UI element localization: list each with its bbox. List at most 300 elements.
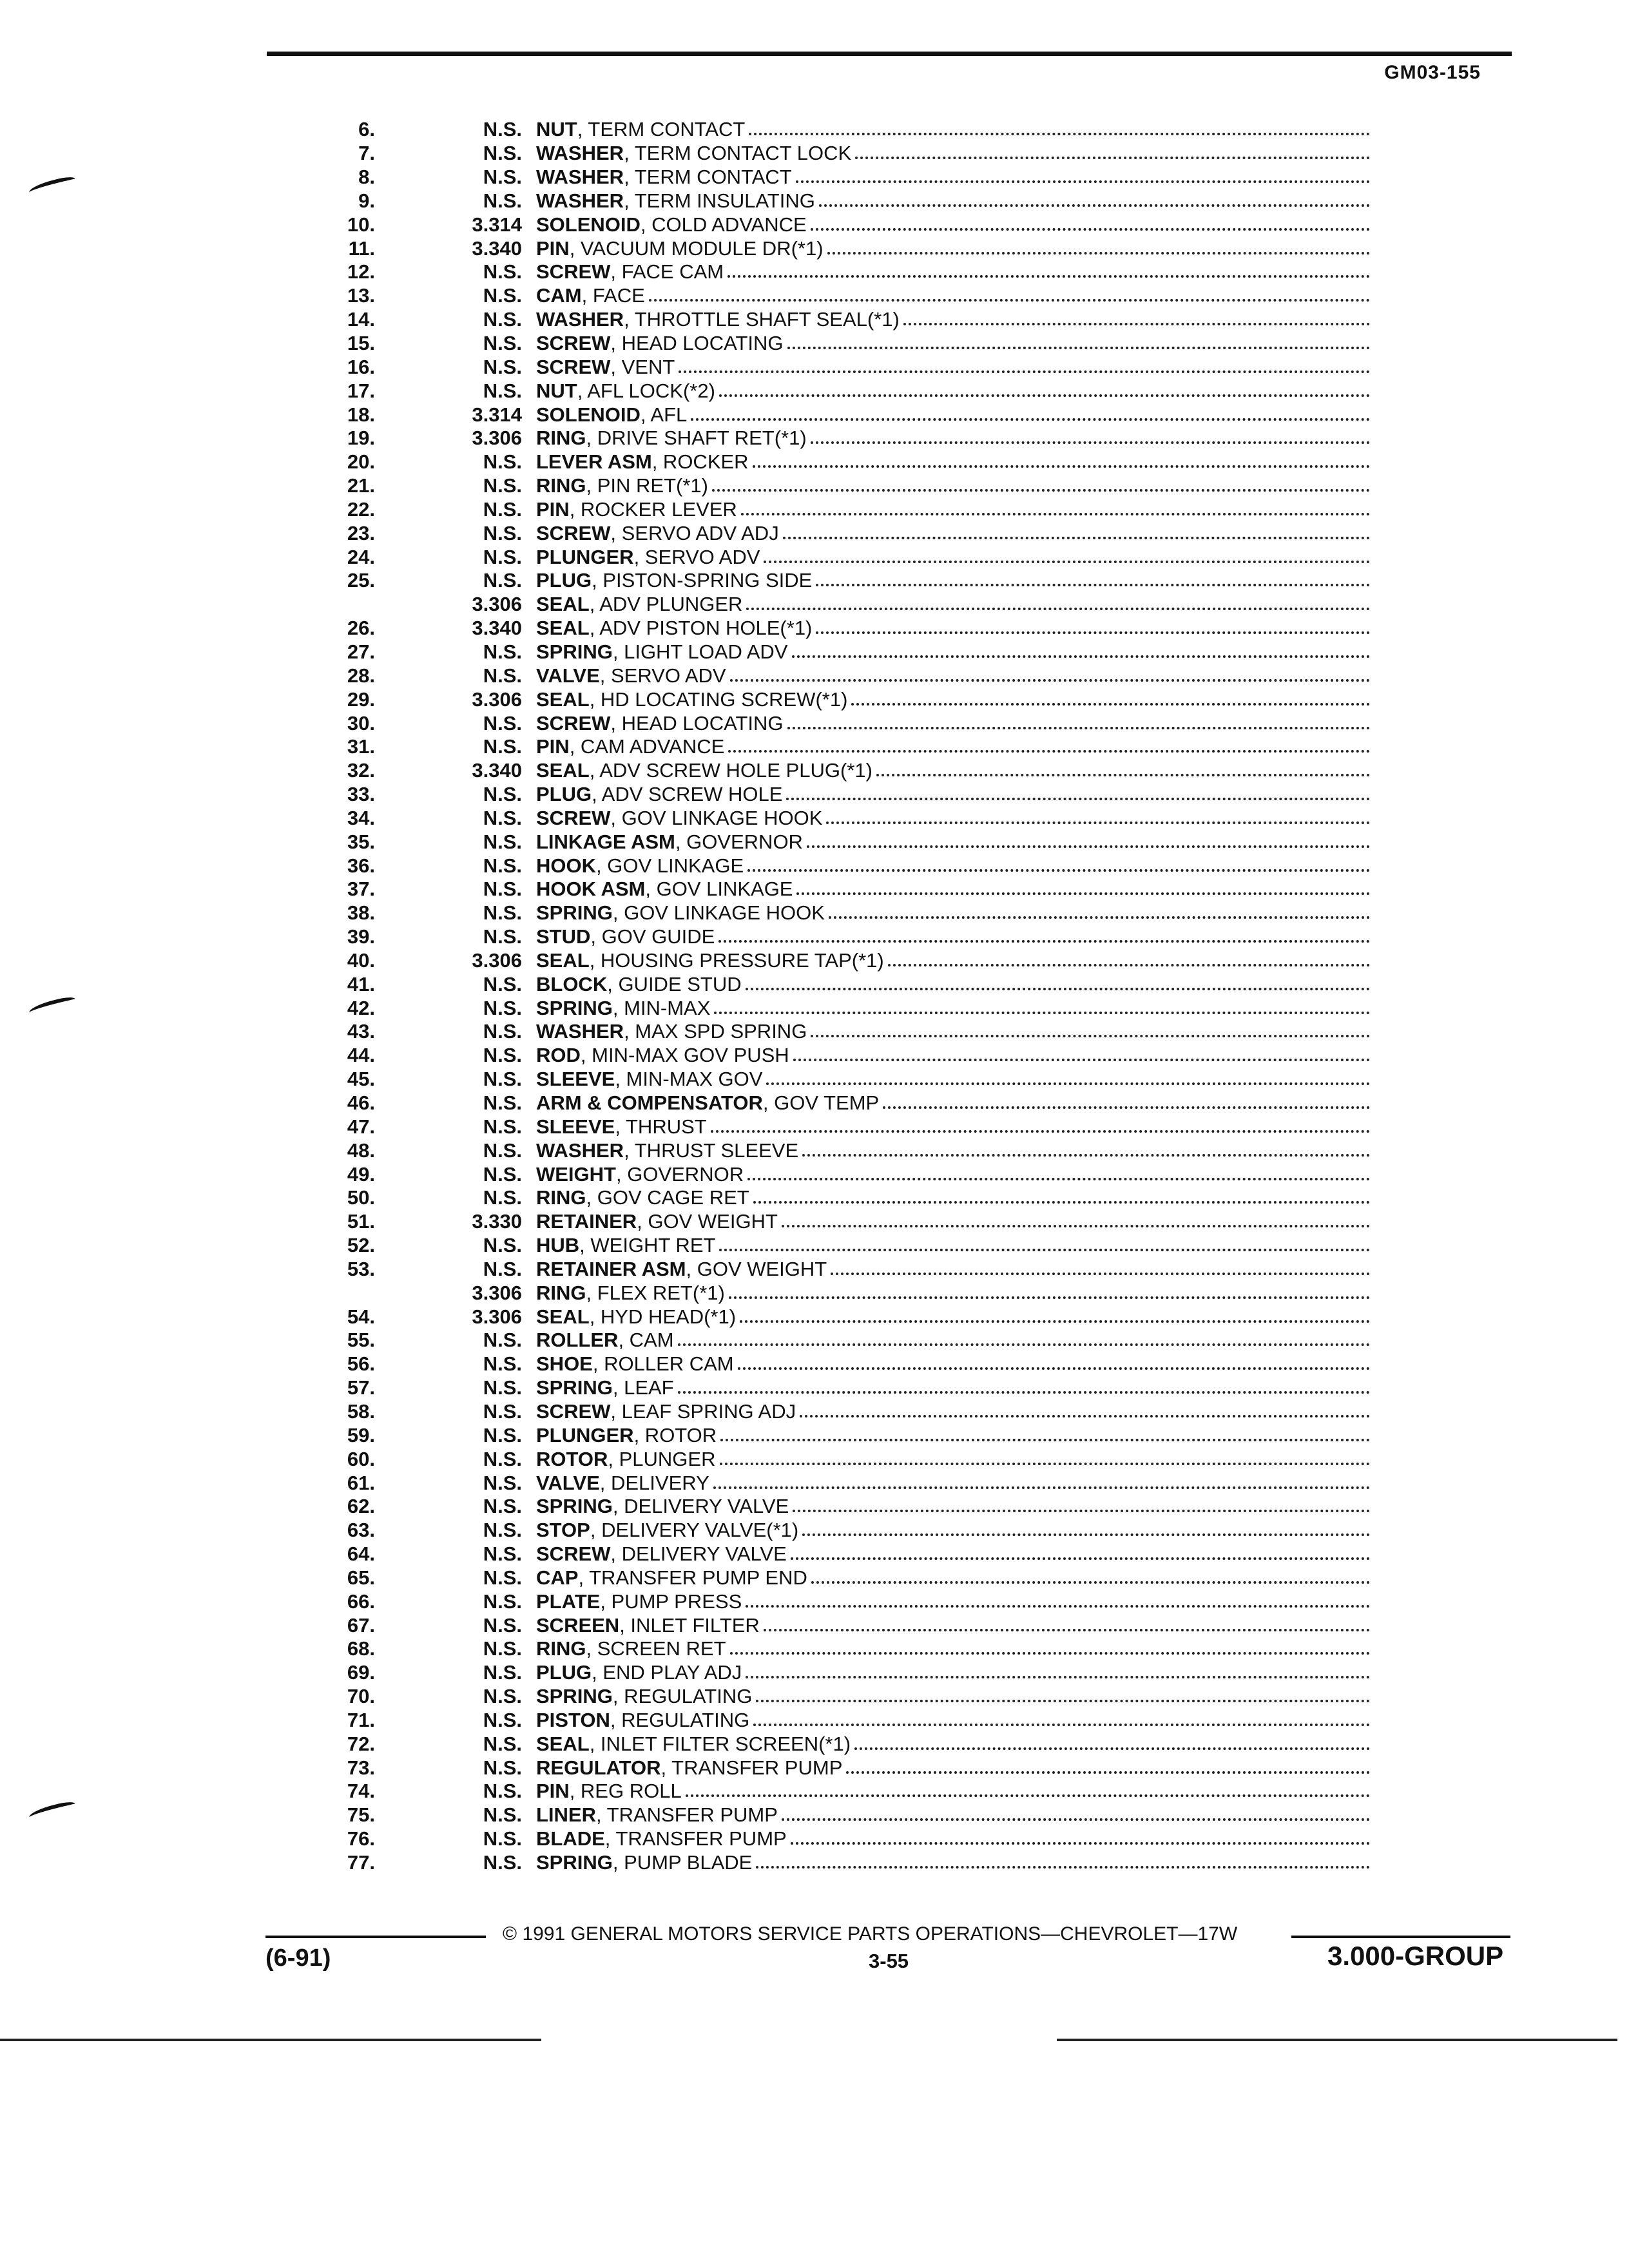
part-description: , ADV SCREW HOLE <box>592 783 783 806</box>
part-name: ARM & COMPENSATOR <box>536 1091 763 1115</box>
dot-leader <box>807 836 1370 848</box>
part-name: SEAL <box>536 593 590 616</box>
part-row <box>322 450 1373 474</box>
part-row <box>322 1519 1373 1542</box>
part-name: LINKAGE ASM <box>536 830 675 853</box>
dot-leader <box>730 670 1370 682</box>
part-row <box>322 521 1373 545</box>
reference-number: N.S. <box>483 1234 522 1257</box>
part-name: STOP <box>536 1519 590 1542</box>
part-name: SCREEN <box>536 1613 620 1637</box>
part-number: 69. <box>347 1661 375 1684</box>
part-name: BLOCK <box>536 972 608 995</box>
reference-number: N.S. <box>483 901 522 925</box>
part-number: 37. <box>347 878 375 901</box>
reference-number: N.S. <box>483 711 522 735</box>
reference-number: N.S. <box>483 925 522 948</box>
reference-number: N.S. <box>483 1329 522 1352</box>
dot-leader <box>811 219 1370 231</box>
part-description: , LEAF <box>612 1376 674 1399</box>
part-name: WASHER <box>536 1020 624 1043</box>
part-number: 67. <box>347 1613 375 1637</box>
part-description: , TRANSFER PUMP <box>660 1756 843 1779</box>
part-row <box>322 1139 1373 1162</box>
reference-number: N.S. <box>483 1068 522 1091</box>
part-name: PLUNGER <box>536 545 634 568</box>
part-number: 44. <box>347 1044 375 1067</box>
reference-number: N.S. <box>483 142 522 165</box>
part-row <box>322 1566 1373 1590</box>
part-number: 72. <box>347 1732 375 1755</box>
dot-leader <box>826 812 1370 824</box>
part-name: SCREW <box>536 1399 611 1423</box>
part-description: , THRUST SLEEVE <box>624 1139 799 1162</box>
part-row <box>322 1732 1373 1756</box>
part-name: SCREW <box>536 711 611 735</box>
part-name: ROTOR <box>536 1447 608 1470</box>
part-description: , TRANSFER PUMP <box>596 1803 778 1827</box>
reference-number: N.S. <box>483 1139 522 1162</box>
part-name: CAP <box>536 1566 579 1589</box>
part-number: 59. <box>347 1423 375 1446</box>
part-name: WASHER <box>536 189 624 212</box>
dot-leader <box>793 1050 1370 1061</box>
reference-number: N.S. <box>483 1519 522 1542</box>
reference-number: N.S. <box>483 1851 522 1874</box>
dot-leader <box>791 1833 1370 1845</box>
part-name: SEAL <box>536 759 590 782</box>
part-number: 74. <box>347 1780 375 1803</box>
part-row <box>322 664 1373 687</box>
part-description: , PUMP BLADE <box>612 1851 753 1874</box>
part-number: 58. <box>347 1399 375 1423</box>
part-description: , HD LOCATING SCREW(*1) <box>589 687 848 711</box>
part-row <box>322 1210 1373 1234</box>
dot-leader <box>753 1715 1370 1726</box>
part-row <box>322 878 1373 901</box>
part-row <box>322 1234 1373 1258</box>
dot-leader <box>719 385 1370 397</box>
dot-leader <box>711 1121 1370 1133</box>
dot-leader <box>802 1145 1370 1157</box>
part-number: 65. <box>347 1566 375 1589</box>
reference-number: N.S. <box>483 1542 522 1566</box>
part-name: WASHER <box>536 1139 624 1162</box>
part-row <box>322 189 1373 213</box>
part-description: , THRUST <box>615 1115 707 1138</box>
part-name: PLATE <box>536 1590 601 1613</box>
reference-number: 3.330 <box>472 1210 522 1233</box>
part-name: PLUG <box>536 783 592 806</box>
part-name: WEIGHT <box>536 1162 616 1186</box>
part-row <box>322 1542 1373 1566</box>
reference-number: N.S. <box>483 1162 522 1186</box>
part-description: , DELIVERY VALVE(*1) <box>590 1519 799 1542</box>
part-number: 54. <box>347 1305 375 1328</box>
part-number: 60. <box>347 1447 375 1470</box>
part-description: , HOUSING PRESSURE TAP(*1) <box>589 948 884 972</box>
reference-number: N.S. <box>483 1566 522 1589</box>
part-row <box>322 1091 1373 1115</box>
part-description: , PIN RET(*1) <box>586 474 708 497</box>
reference-number: 3.306 <box>472 427 522 450</box>
part-row <box>322 1590 1373 1613</box>
part-name: SPRING <box>536 1685 613 1708</box>
dot-leader <box>741 504 1370 515</box>
part-row <box>322 901 1373 925</box>
part-row <box>322 1780 1373 1803</box>
dot-leader <box>720 1454 1371 1465</box>
dot-leader <box>793 1501 1370 1512</box>
part-number: 18. <box>347 403 375 426</box>
part-description: , FLEX RET(*1) <box>586 1281 725 1304</box>
part-number: 53. <box>347 1257 375 1280</box>
part-row <box>322 640 1373 664</box>
reference-number: N.S. <box>483 497 522 521</box>
part-number: 31. <box>347 735 375 758</box>
reference-number: 3.306 <box>472 687 522 711</box>
part-number: 50. <box>347 1186 375 1209</box>
part-row <box>322 1044 1373 1068</box>
part-description: , GOV LINKAGE HOOK <box>612 901 825 925</box>
dot-leader <box>718 931 1370 943</box>
part-name: WASHER <box>536 142 624 165</box>
part-name: SHOE <box>536 1352 593 1376</box>
reference-number: 3.340 <box>472 759 522 782</box>
dot-leader <box>846 1762 1370 1774</box>
part-name: RING <box>536 474 586 497</box>
part-name: HUB <box>536 1234 580 1257</box>
part-number: 30. <box>347 711 375 735</box>
dot-leader <box>783 528 1370 539</box>
part-row <box>322 1281 1373 1305</box>
part-number: 64. <box>347 1542 375 1566</box>
part-number: 11. <box>348 236 375 260</box>
part-name: SPRING <box>536 640 613 663</box>
part-number: 25. <box>347 569 375 592</box>
part-row <box>322 1376 1373 1400</box>
part-name: LINER <box>536 1803 596 1827</box>
part-name: SPRING <box>536 901 613 925</box>
dot-leader <box>728 266 1370 278</box>
part-number: 12. <box>347 260 375 284</box>
part-description: , VACUUM MODULE DR(*1) <box>569 236 824 260</box>
header-rule <box>267 52 1512 56</box>
part-description: , ADV PISTON HOLE(*1) <box>589 617 813 640</box>
dot-leader <box>766 1073 1370 1085</box>
part-description: , ROTOR <box>633 1423 717 1446</box>
part-number: 19. <box>347 427 375 450</box>
part-number: 34. <box>347 806 375 829</box>
part-description: , DRIVE SHAFT RET(*1) <box>586 427 807 450</box>
reference-number: N.S. <box>483 569 522 592</box>
reference-number: N.S. <box>483 996 522 1019</box>
reference-number: N.S. <box>483 260 522 284</box>
reference-number: 3.306 <box>472 948 522 972</box>
part-row <box>322 735 1373 759</box>
part-description: , ADV PLUNGER <box>589 593 743 616</box>
dot-leader <box>855 148 1370 159</box>
dot-leader <box>649 290 1370 302</box>
part-name: VALVE <box>536 664 600 687</box>
part-number: 17. <box>347 379 375 402</box>
part-description: , TERM INSULATING <box>624 189 815 212</box>
footer-rule-right <box>1291 1936 1510 1938</box>
part-row <box>322 403 1373 427</box>
part-row <box>322 236 1373 260</box>
bottom-rule <box>1057 2039 1617 2041</box>
part-description: , HYD HEAD(*1) <box>589 1305 737 1328</box>
part-name: PIN <box>536 236 570 260</box>
part-name: BLADE <box>536 1827 605 1850</box>
dot-leader <box>883 1097 1370 1109</box>
part-number: 29. <box>347 687 375 711</box>
dot-leader <box>730 1643 1370 1655</box>
dot-leader <box>787 338 1370 349</box>
reference-number: N.S. <box>483 878 522 901</box>
part-row <box>322 593 1373 617</box>
part-number: 13. <box>347 284 375 307</box>
part-description: , GOV LINKAGE <box>596 854 744 877</box>
dot-leader <box>827 243 1370 255</box>
part-description: , HEAD LOCATING <box>610 332 784 355</box>
part-description: , WEIGHT RET <box>579 1234 716 1257</box>
reference-number: N.S. <box>483 166 522 189</box>
part-row <box>322 474 1373 498</box>
part-name: SLEEVE <box>536 1115 615 1138</box>
part-description: , DELIVERY <box>599 1471 709 1494</box>
reference-number: N.S. <box>483 1803 522 1827</box>
reference-number: N.S. <box>483 1376 522 1399</box>
binder-hole-mark <box>28 175 77 196</box>
part-name: SLEEVE <box>536 1068 615 1091</box>
part-name: RETAINER ASM <box>536 1257 686 1280</box>
part-number: 10. <box>347 213 375 236</box>
part-number: 35. <box>347 830 375 853</box>
part-description: , GOV LINKAGE <box>645 878 793 901</box>
dot-leader <box>811 1572 1370 1584</box>
part-number: 76. <box>347 1827 375 1850</box>
part-description: , TRANSFER PUMP END <box>578 1566 807 1589</box>
part-description: , ADV SCREW HOLE PLUG(*1) <box>589 759 872 782</box>
part-description: , SERVO ADV <box>633 545 760 568</box>
reference-number: N.S. <box>483 1471 522 1494</box>
reference-number: 3.306 <box>472 1305 522 1328</box>
part-name: SPRING <box>536 996 613 1019</box>
reference-number: N.S. <box>483 1661 522 1684</box>
reference-number: N.S. <box>483 284 522 307</box>
part-row <box>322 1613 1373 1637</box>
part-row <box>322 1400 1373 1424</box>
part-name: PIN <box>536 735 570 758</box>
dot-leader <box>746 979 1370 990</box>
part-row <box>322 379 1373 403</box>
part-description: , SERVO ADV ADJ <box>610 521 779 544</box>
dot-leader <box>740 1311 1370 1323</box>
part-row <box>322 1803 1373 1827</box>
part-row <box>322 1258 1373 1282</box>
part-number: 6. <box>358 118 375 141</box>
reference-number: N.S. <box>483 450 522 474</box>
part-number: 7. <box>358 142 375 165</box>
part-number: 20. <box>347 450 375 474</box>
part-row <box>322 687 1373 711</box>
reference-number: 3.306 <box>472 593 522 616</box>
part-row <box>322 142 1373 166</box>
part-description: , PUMP PRESS <box>600 1590 742 1613</box>
part-description: , ROCKER <box>651 450 749 474</box>
part-description: , GOV TEMP <box>762 1091 880 1115</box>
part-row <box>322 972 1373 996</box>
reference-number: N.S. <box>483 1685 522 1708</box>
part-name: RING <box>536 427 586 450</box>
part-number: 47. <box>347 1115 375 1138</box>
part-description: , TERM CONTACT <box>624 166 792 189</box>
dot-leader <box>831 1264 1370 1275</box>
part-row <box>322 711 1373 735</box>
part-name: SPRING <box>536 1495 613 1518</box>
part-number: 55. <box>347 1329 375 1352</box>
dot-leader <box>796 883 1370 895</box>
dot-leader <box>746 599 1370 610</box>
part-name: SCREW <box>536 1542 611 1566</box>
reference-number: 3.340 <box>472 617 522 640</box>
reference-number: N.S. <box>483 1257 522 1280</box>
binder-hole-mark <box>28 1800 77 1821</box>
reference-number: N.S. <box>483 640 522 663</box>
part-name: SPRING <box>536 1851 613 1874</box>
part-number: 26. <box>347 617 375 640</box>
part-row <box>322 854 1373 878</box>
dot-leader <box>686 1785 1370 1797</box>
part-row <box>322 1447 1373 1471</box>
part-description: , AFL <box>640 403 688 426</box>
reference-number: N.S. <box>483 1447 522 1470</box>
part-row <box>322 1020 1373 1044</box>
reference-number: N.S. <box>483 1613 522 1637</box>
dot-leader <box>854 1738 1370 1750</box>
part-name: SCREW <box>536 332 611 355</box>
reference-number: 3.340 <box>472 236 522 260</box>
part-description: , PLUNGER <box>608 1447 716 1470</box>
reference-number: N.S. <box>483 1044 522 1067</box>
part-row <box>322 1352 1373 1376</box>
part-description: , MAX SPD SPRING <box>624 1020 807 1043</box>
dot-leader <box>738 1358 1370 1370</box>
dot-leader <box>787 718 1370 729</box>
part-number: 27. <box>347 640 375 663</box>
part-name: LEVER ASM <box>536 450 652 474</box>
dot-leader <box>756 1691 1370 1702</box>
part-description: , GOVERNOR <box>616 1162 744 1186</box>
reference-number: N.S. <box>483 664 522 687</box>
part-number: 66. <box>347 1590 375 1613</box>
part-row <box>322 427 1373 450</box>
part-description: , CAM <box>618 1329 674 1352</box>
part-description: , INLET FILTER <box>619 1613 760 1637</box>
dot-leader <box>749 124 1370 135</box>
part-description: , TERM CONTACT LOCK <box>624 142 852 165</box>
part-name: NUT <box>536 118 577 141</box>
part-row <box>322 260 1373 284</box>
part-number: 41. <box>347 972 375 995</box>
dot-leader <box>764 1620 1370 1631</box>
part-row <box>322 284 1373 308</box>
part-name: PLUG <box>536 1661 592 1684</box>
reference-number: N.S. <box>483 1780 522 1803</box>
reference-number: N.S. <box>483 854 522 877</box>
part-number: 62. <box>347 1495 375 1518</box>
part-name: SCREW <box>536 260 611 284</box>
reference-number: N.S. <box>483 1115 522 1138</box>
part-number: 49. <box>347 1162 375 1186</box>
dot-leader <box>756 1857 1370 1869</box>
part-name: WASHER <box>536 308 624 331</box>
part-name: SEAL <box>536 617 590 640</box>
dot-leader <box>679 361 1370 373</box>
bottom-rule <box>0 2039 541 2041</box>
part-number: 42. <box>347 996 375 1019</box>
part-number: 48. <box>347 1139 375 1162</box>
reference-number: N.S. <box>483 1091 522 1115</box>
part-row <box>322 1637 1373 1661</box>
part-name: PISTON <box>536 1708 610 1731</box>
part-name: SEAL <box>536 948 590 972</box>
part-row <box>322 783 1373 807</box>
reference-number: N.S. <box>483 1732 522 1755</box>
part-description: , VENT <box>610 355 675 378</box>
copyright-notice: © 1991 GENERAL MOTORS SERVICE PARTS OPERATIONS—CHEVROLET—17W <box>503 1923 1238 1945</box>
part-row <box>322 569 1373 593</box>
dot-leader <box>791 1548 1370 1560</box>
part-name: PIN <box>536 497 570 521</box>
part-number: 75. <box>347 1803 375 1827</box>
part-row <box>322 1685 1373 1709</box>
part-row <box>322 308 1373 332</box>
part-description: , INLET FILTER SCREEN(*1) <box>589 1732 851 1755</box>
part-name: STUD <box>536 925 591 948</box>
part-number: 38. <box>347 901 375 925</box>
part-number: 28. <box>347 664 375 687</box>
part-description: , REGULATING <box>610 1708 750 1731</box>
part-description: , GOV GUIDE <box>590 925 715 948</box>
dot-leader <box>764 552 1370 563</box>
part-name: REGULATOR <box>536 1756 661 1779</box>
dot-leader <box>829 907 1370 919</box>
part-name: SCREW <box>536 806 611 829</box>
part-description: , AFL LOCK(*2) <box>577 379 715 402</box>
dot-leader <box>819 195 1370 207</box>
part-row <box>322 1162 1373 1186</box>
part-number: 36. <box>347 854 375 877</box>
part-row <box>322 355 1373 379</box>
part-row <box>322 1471 1373 1495</box>
part-number: 61. <box>347 1471 375 1494</box>
reference-number: N.S. <box>483 1186 522 1209</box>
reference-number: N.S. <box>483 1827 522 1850</box>
dot-leader <box>714 1003 1370 1014</box>
dot-leader <box>811 432 1370 444</box>
part-number: 23. <box>347 521 375 544</box>
reference-number: N.S. <box>483 1423 522 1446</box>
part-name: NUT <box>536 379 577 402</box>
part-row <box>322 830 1373 854</box>
part-description: , HEAD LOCATING <box>610 711 784 735</box>
dot-leader <box>753 1192 1370 1204</box>
part-name: WASHER <box>536 166 624 189</box>
part-description: , END PLAY ADJ <box>592 1661 742 1684</box>
part-row <box>322 996 1373 1020</box>
